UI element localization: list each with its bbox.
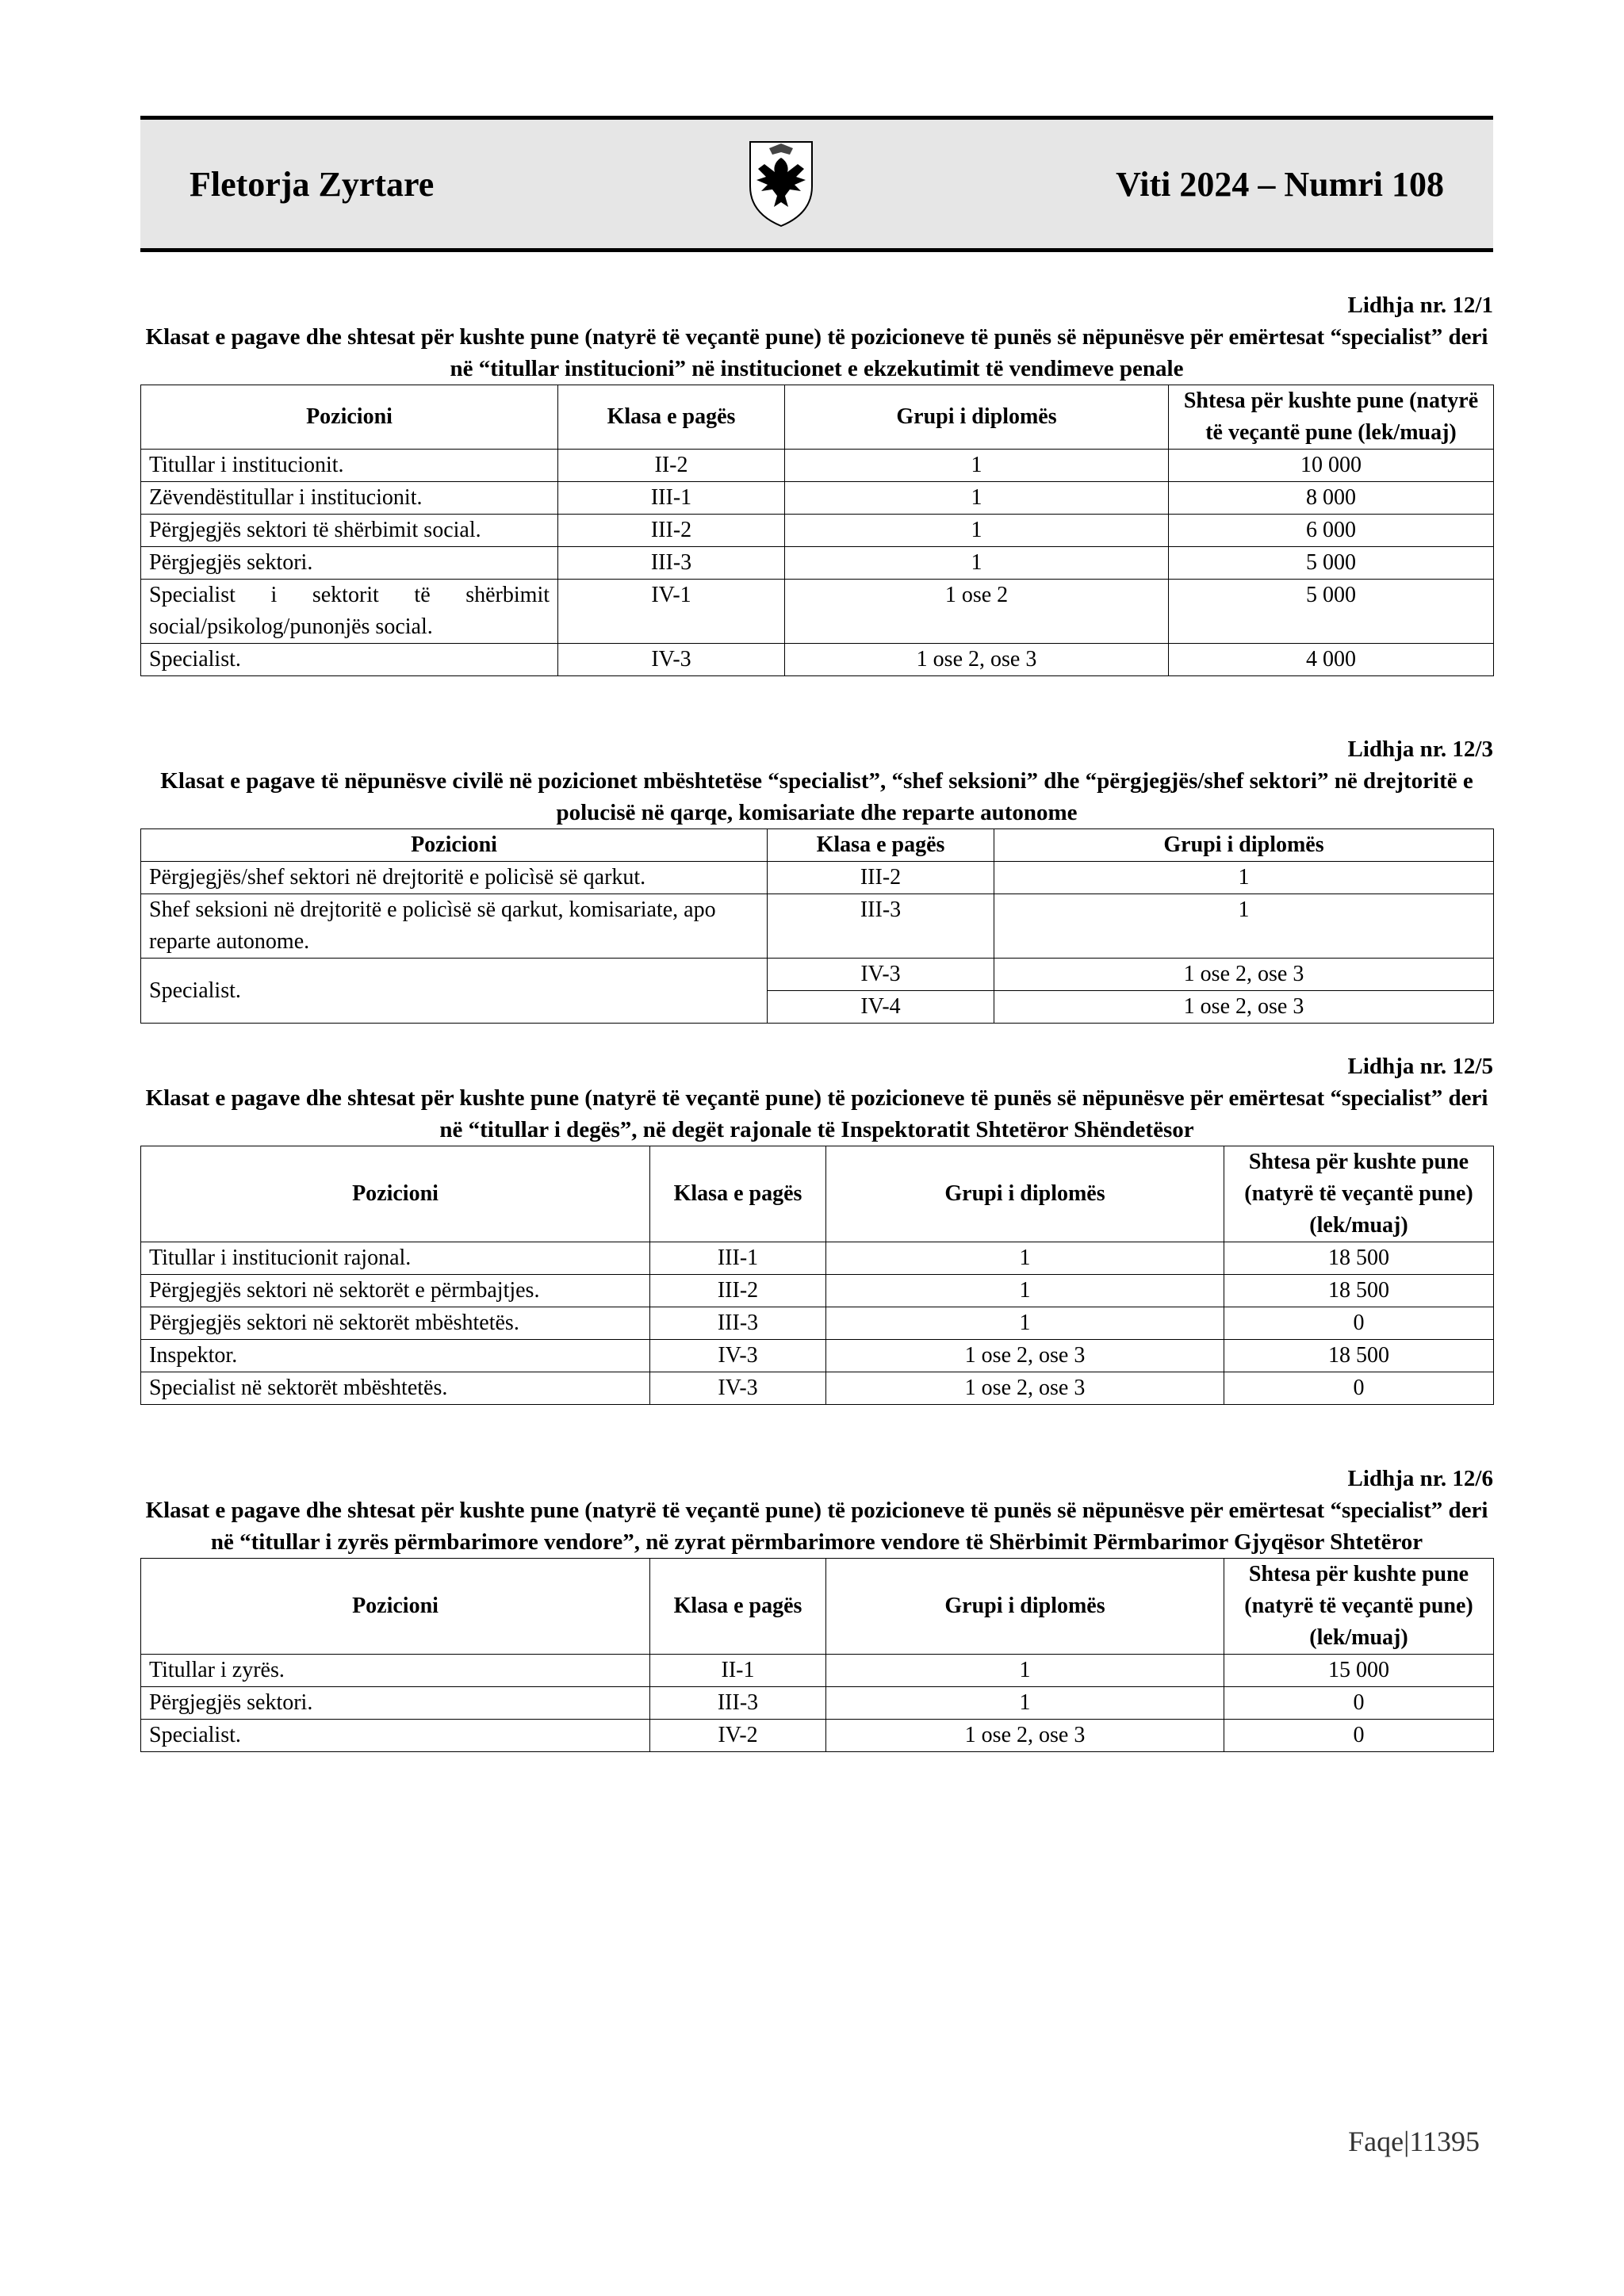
- table-row: [141, 515, 1494, 547]
- page-header: [140, 116, 1493, 252]
- salary-class-cell: III-1: [650, 1242, 826, 1275]
- column-header: Klasa e pagës: [650, 1146, 826, 1242]
- table-row: [141, 644, 1494, 676]
- position-cell: Përgjegjës sektori.: [141, 547, 558, 580]
- column-header: Grupi i diplomës: [785, 385, 1169, 450]
- table-header-row: [141, 385, 1494, 450]
- annex-12-3-table: [140, 828, 1494, 1024]
- table-row: [141, 1242, 1494, 1275]
- column-header: Pozicioni: [141, 1559, 650, 1655]
- position-cell: Specialist i sektorit të shërbimit social/psikolog/punonjës social.: [141, 580, 558, 644]
- position-cell: Specialist në sektorët mbështetës.: [141, 1372, 650, 1405]
- diploma-group-cell: 1: [994, 894, 1494, 959]
- annex-12-1: [140, 289, 1493, 676]
- diploma-group-cell: 1: [785, 547, 1169, 580]
- salary-class-cell: IV-4: [768, 991, 994, 1024]
- position-cell: Zëvendëstitullar i institucionit.: [141, 482, 558, 515]
- diploma-group-cell: 1: [826, 1687, 1224, 1720]
- salary-class-cell: IV-3: [650, 1372, 826, 1405]
- gazette-title: Fletorja Zyrtare: [190, 165, 435, 204]
- position-cell: Përgjegjës sektori në sektorët mbështetës.: [141, 1307, 650, 1340]
- allowance-cell: 0: [1224, 1372, 1494, 1405]
- table-row: [141, 1275, 1494, 1307]
- diploma-group-cell: 1: [826, 1307, 1224, 1340]
- table-row: [141, 959, 1494, 991]
- salary-class-cell: III-2: [768, 862, 994, 894]
- table-row: [141, 450, 1494, 482]
- column-header: Grupi i diplomës: [826, 1146, 1224, 1242]
- column-header: Shtesa për kushte pune (natyrë të veçantë pune) (lek/muaj): [1224, 1559, 1494, 1655]
- diploma-group-cell: 1: [994, 862, 1494, 894]
- position-cell: Titullar i institucionit rajonal.: [141, 1242, 650, 1275]
- diploma-group-cell: 1 ose 2, ose 3: [826, 1372, 1224, 1405]
- position-cell: Përgjegjës sektori në sektorët e përmbajtjes.: [141, 1275, 650, 1307]
- allowance-cell: 6 000: [1169, 515, 1494, 547]
- annex-12-1-table: [140, 385, 1494, 676]
- diploma-group-cell: 1: [826, 1275, 1224, 1307]
- diploma-group-cell: 1 ose 2, ose 3: [826, 1720, 1224, 1752]
- allowance-cell: 18 500: [1224, 1340, 1494, 1372]
- position-cell: Titullar i zyrës.: [141, 1655, 650, 1687]
- allowance-cell: 5 000: [1169, 580, 1494, 644]
- salary-class-cell: III-3: [558, 547, 785, 580]
- allowance-cell: 4 000: [1169, 644, 1494, 676]
- page-number: Faqe|11395: [1348, 2126, 1480, 2157]
- table-row: [141, 1720, 1494, 1752]
- table-row: [141, 1307, 1494, 1340]
- annex-12-3: [140, 733, 1493, 1024]
- allowance-cell: 10 000: [1169, 450, 1494, 482]
- salary-class-cell: IV-1: [558, 580, 785, 644]
- annex-heading: Klasat e pagave dhe shtesat për kushte pune (natyrë të veçantë pune) të pozicioneve të punës së nëpunësve për emërtesat “specialist” deri në “titullar i degës”, në degët rajonale të Inspektoratit Shtetëror Shëndetësor: [145, 1085, 1488, 1142]
- table-row: [141, 547, 1494, 580]
- salary-class-cell: IV-3: [558, 644, 785, 676]
- salary-class-cell: IV-3: [650, 1340, 826, 1372]
- diploma-group-cell: 1: [826, 1655, 1224, 1687]
- annex-ref: Lidhja nr. 12/3: [1347, 737, 1493, 762]
- allowance-cell: 0: [1224, 1720, 1494, 1752]
- diploma-group-cell: 1: [785, 450, 1169, 482]
- salary-class-cell: IV-3: [768, 959, 994, 991]
- position-cell: Specialist.: [141, 644, 558, 676]
- column-header: Pozicioni: [141, 829, 768, 862]
- salary-class-cell: III-2: [650, 1275, 826, 1307]
- allowance-cell: 5 000: [1169, 547, 1494, 580]
- annex-ref: Lidhja nr. 12/6: [1347, 1466, 1493, 1491]
- table-header-row: [141, 829, 1494, 862]
- annex-12-5: [140, 1050, 1493, 1405]
- annex-ref: Lidhja nr. 12/1: [1347, 293, 1493, 318]
- column-header: Klasa e pagës: [650, 1559, 826, 1655]
- gazette-issue: Viti 2024 – Numri 108: [1116, 165, 1444, 204]
- table-header-row: [141, 1559, 1494, 1655]
- diploma-group-cell: 1 ose 2: [785, 580, 1169, 644]
- position-cell: Përgjegjës/shef sektori në drejtoritë e policìsë së qarkut.: [141, 862, 768, 894]
- table-row: [141, 482, 1494, 515]
- column-header: Pozicioni: [141, 1146, 650, 1242]
- table-row: [141, 862, 1494, 894]
- diploma-group-cell: 1 ose 2, ose 3: [994, 959, 1494, 991]
- allowance-cell: 0: [1224, 1307, 1494, 1340]
- annex-heading: Klasat e pagave të nëpunësve civilë në pozicionet mbështetëse “specialist”, “shef seksioni” dhe “përgjegjës/shef sektori” në drejtoritë e polucisë në qarqe, komisariate dhe reparte autonome: [160, 768, 1473, 825]
- annex-12-6: [140, 1463, 1493, 1752]
- salary-class-cell: III-3: [650, 1687, 826, 1720]
- allowance-cell: 8 000: [1169, 482, 1494, 515]
- column-header: Shtesa për kushte pune (natyrë të veçantë pune (lek/muaj): [1169, 385, 1494, 450]
- salary-class-cell: II-2: [558, 450, 785, 482]
- albanian-eagle-emblem-icon: [747, 137, 815, 229]
- salary-class-cell: IV-2: [650, 1720, 826, 1752]
- salary-class-cell: II-1: [650, 1655, 826, 1687]
- diploma-group-cell: 1 ose 2, ose 3: [826, 1340, 1224, 1372]
- column-header: Pozicioni: [141, 385, 558, 450]
- annex-12-5-table: [140, 1146, 1494, 1405]
- position-cell: Specialist.: [141, 1720, 650, 1752]
- salary-class-cell: III-3: [650, 1307, 826, 1340]
- column-header: Klasa e pagës: [558, 385, 785, 450]
- salary-class-cell: III-3: [768, 894, 994, 959]
- salary-class-cell: III-2: [558, 515, 785, 547]
- column-header: Klasa e pagës: [768, 829, 994, 862]
- allowance-cell: 0: [1224, 1687, 1494, 1720]
- annex-heading: Klasat e pagave dhe shtesat për kushte pune (natyrë të veçantë pune) të pozicioneve të punës së nëpunësve për emërtesat “specialist” deri në “titullar i zyrës përmbarimore vendore”, në zyrat përmbarimore vendore të Shërbimit Përmbarimor Gjyqësor Shtetëror: [145, 1498, 1488, 1555]
- diploma-group-cell: 1 ose 2, ose 3: [994, 991, 1494, 1024]
- salary-class-cell: III-1: [558, 482, 785, 515]
- column-header: Shtesa për kushte pune (natyrë të veçantë pune) (lek/muaj): [1224, 1146, 1494, 1242]
- column-header: Grupi i diplomës: [994, 829, 1494, 862]
- position-cell: Specialist.: [141, 959, 768, 1024]
- allowance-cell: 15 000: [1224, 1655, 1494, 1687]
- table-row: [141, 1687, 1494, 1720]
- position-cell: Përgjegjës sektori.: [141, 1687, 650, 1720]
- annex-12-6-table: [140, 1558, 1494, 1752]
- position-cell: Shef seksioni në drejtoritë e policìsë së qarkut, komisariate, apo reparte autonome.: [141, 894, 768, 959]
- annex-ref: Lidhja nr. 12/5: [1347, 1054, 1493, 1079]
- position-cell: Inspektor.: [141, 1340, 650, 1372]
- annex-heading: Klasat e pagave dhe shtesat për kushte pune (natyrë të veçantë pune) të pozicioneve të punës së nëpunësve për emërtesat “specialist” deri në “titullar institucioni” në institucionet e ekzekutimit të vendimeve penale: [145, 324, 1488, 381]
- column-header: Grupi i diplomës: [826, 1559, 1224, 1655]
- allowance-cell: 18 500: [1224, 1242, 1494, 1275]
- table-row: [141, 1372, 1494, 1405]
- diploma-group-cell: 1: [785, 515, 1169, 547]
- allowance-cell: 18 500: [1224, 1275, 1494, 1307]
- diploma-group-cell: 1: [785, 482, 1169, 515]
- diploma-group-cell: 1: [826, 1242, 1224, 1275]
- table-header-row: [141, 1146, 1494, 1242]
- table-row: [141, 580, 1494, 644]
- table-row: [141, 1655, 1494, 1687]
- diploma-group-cell: 1 ose 2, ose 3: [785, 644, 1169, 676]
- table-row: [141, 894, 1494, 959]
- position-cell: Përgjegjës sektori të shërbimit social.: [141, 515, 558, 547]
- table-row: [141, 1340, 1494, 1372]
- position-cell: Titullar i institucionit.: [141, 450, 558, 482]
